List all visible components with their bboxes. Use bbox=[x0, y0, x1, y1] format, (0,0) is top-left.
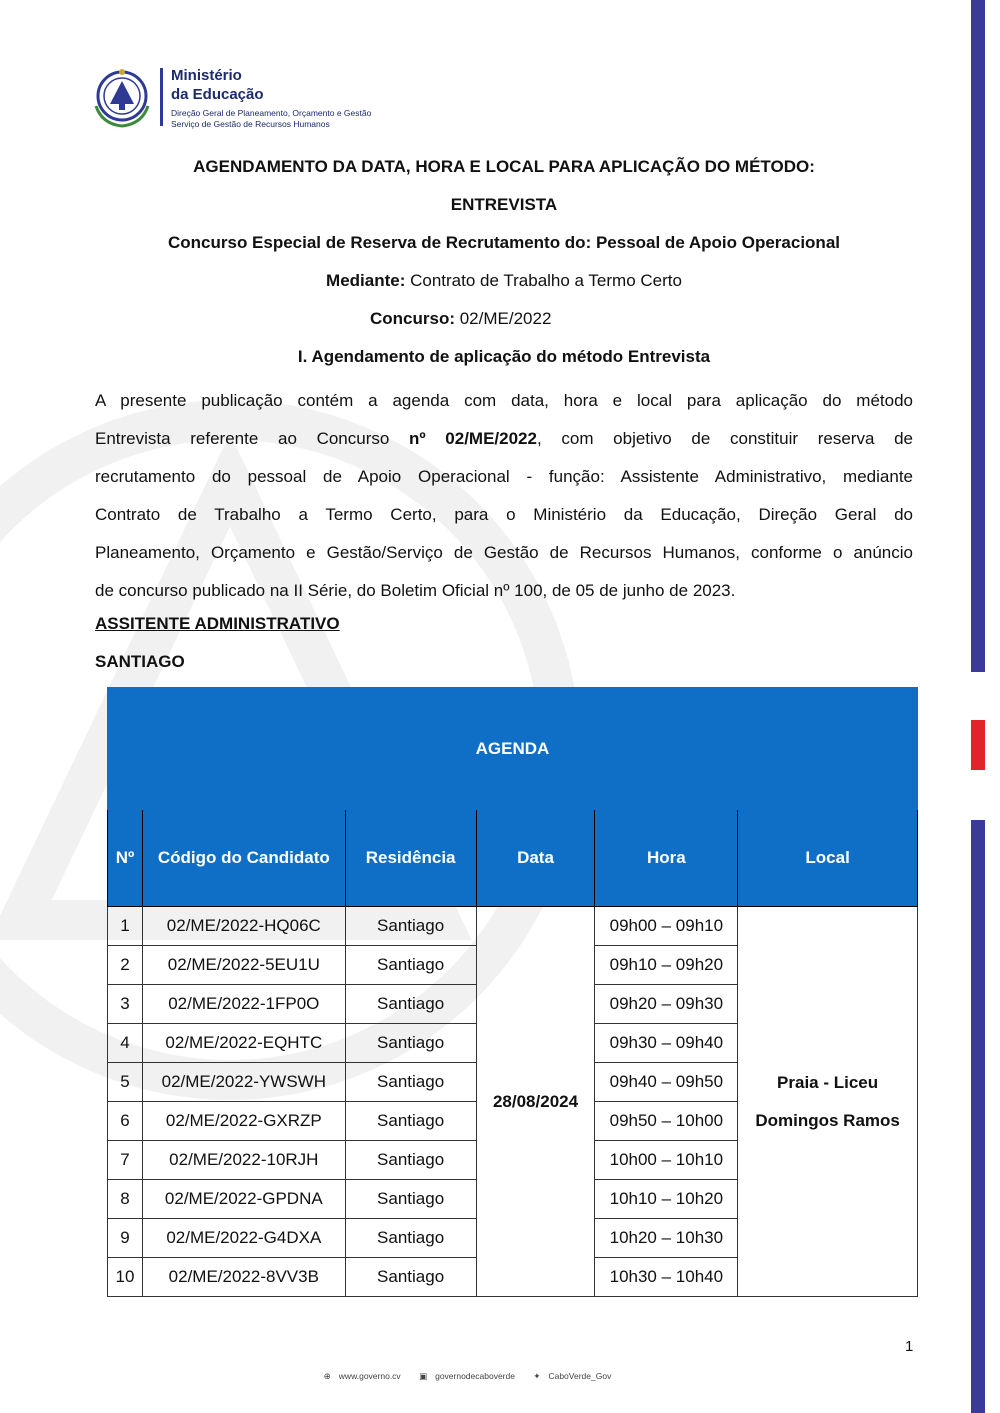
side-bar-blue-bottom bbox=[971, 820, 985, 1413]
twitter-icon: ✦ bbox=[533, 1371, 541, 1381]
contest-title: Concurso Especial de Reserva de Recrutamento do: Pessoal de Apoio Operacional bbox=[167, 233, 840, 252]
role-heading: ASSITENTE ADMINISTRATIVO bbox=[95, 614, 340, 633]
concurso-line bbox=[370, 309, 551, 329]
candidate-code: 02/ME/2022-10RJH bbox=[142, 1141, 345, 1180]
interview-date: 28/08/2024 bbox=[476, 907, 595, 1297]
title-line1: AGENDAMENTO DA DATA, HORA E LOCAL PARA APLICAÇÃO DO MÉTODO: bbox=[193, 157, 815, 176]
col-time-header: Hora bbox=[595, 810, 738, 907]
mediante-value: Contrato de Trabalho a Termo Certo bbox=[405, 271, 682, 290]
facebook-icon: ▣ bbox=[419, 1371, 428, 1381]
concurso-label: Concurso: bbox=[370, 309, 455, 328]
residence: Santiago bbox=[345, 1180, 476, 1219]
ministry-name-line1: Ministério bbox=[171, 67, 242, 84]
footer-twitter[interactable]: ✦ CaboVerde_Gov bbox=[533, 1371, 612, 1381]
island-heading: SANTIAGO bbox=[95, 652, 185, 671]
residence: Santiago bbox=[345, 1102, 476, 1141]
row-number: 1 bbox=[108, 907, 143, 946]
residence: Santiago bbox=[345, 1063, 476, 1102]
page-number: 1 bbox=[905, 1338, 914, 1355]
interview-time: 09h40 – 09h50 bbox=[595, 1063, 738, 1102]
interview-time: 09h50 – 10h00 bbox=[595, 1102, 738, 1141]
interview-time: 10h20 – 10h30 bbox=[595, 1219, 738, 1258]
side-bar-blue-top bbox=[971, 0, 985, 672]
row-number: 3 bbox=[108, 985, 143, 1024]
col-code-header: Código do Candidato bbox=[142, 810, 345, 907]
col-date-header: Data bbox=[476, 810, 595, 907]
cape-verde-emblem-icon bbox=[88, 64, 156, 132]
row-number: 7 bbox=[108, 1141, 143, 1180]
residence: Santiago bbox=[345, 907, 476, 946]
row-number: 4 bbox=[108, 1024, 143, 1063]
candidate-code: 02/ME/2022-8VV3B bbox=[142, 1258, 345, 1297]
row-number: 6 bbox=[108, 1102, 143, 1141]
ministry-name-line2: da Educação bbox=[171, 86, 264, 103]
paragraph-line: recrutamento do pessoal de Apoio Operacional - função: Assistente Administrativo, mediante bbox=[95, 467, 913, 486]
concurso-value: 02/ME/2022 bbox=[455, 309, 552, 328]
paragraph-text: Entrevista referente ao Concurso bbox=[95, 429, 410, 448]
candidate-code: 02/ME/2022-GXRZP bbox=[142, 1102, 345, 1141]
location-line2: Domingos Ramos bbox=[755, 1110, 900, 1130]
interview-time: 10h30 – 10h40 bbox=[595, 1258, 738, 1297]
candidate-code: 02/ME/2022-YWSWH bbox=[142, 1063, 345, 1102]
candidate-code: 02/ME/2022-5EU1U bbox=[142, 946, 345, 985]
ministry-logo bbox=[88, 64, 388, 134]
mediante-line bbox=[95, 271, 913, 291]
row-number: 10 bbox=[108, 1258, 143, 1297]
row-number: 2 bbox=[108, 946, 143, 985]
interview-time: 10h10 – 10h20 bbox=[595, 1180, 738, 1219]
footer bbox=[0, 1371, 935, 1382]
side-bar-red bbox=[971, 720, 985, 770]
location-line1: Praia - Liceu bbox=[777, 1072, 879, 1092]
interview-time: 09h30 – 09h40 bbox=[595, 1024, 738, 1063]
footer-website[interactable]: ⊕ www.governo.cv bbox=[323, 1371, 401, 1381]
col-number-header: Nº bbox=[108, 810, 143, 907]
service-name: Serviço de Gestão de Recursos Humanos bbox=[171, 119, 330, 129]
interview-time: 10h00 – 10h10 bbox=[595, 1141, 738, 1180]
title-line2: ENTREVISTA bbox=[450, 195, 558, 214]
paragraph-line: Contrato de Trabalho a Termo Certo, para o Ministério da Educação, Direção Geral do bbox=[95, 505, 913, 524]
agenda-header: AGENDA bbox=[108, 688, 918, 810]
logo-divider bbox=[160, 68, 163, 126]
col-local-header: Local bbox=[738, 810, 918, 907]
candidate-code: 02/ME/2022-G4DXA bbox=[142, 1219, 345, 1258]
interview-time: 09h10 – 09h20 bbox=[595, 946, 738, 985]
contest-number: nº 02/ME/2022 bbox=[409, 429, 537, 448]
residence: Santiago bbox=[345, 1141, 476, 1180]
col-residence-header: Residência bbox=[345, 810, 476, 907]
candidate-code: 02/ME/2022-HQ06C bbox=[142, 907, 345, 946]
mediante-label: Mediante: bbox=[326, 271, 406, 290]
paragraph-text: , com objetivo de constituir reserva de bbox=[536, 429, 913, 448]
globe-icon: ⊕ bbox=[323, 1371, 331, 1381]
residence: Santiago bbox=[345, 1258, 476, 1297]
interview-location bbox=[738, 907, 918, 1297]
paragraph-line: Planeamento, Orçamento e Gestão/Serviço de Gestão de Recursos Humanos, conforme o anúncio bbox=[95, 543, 913, 562]
section-heading: I. Agendamento de aplicação do método Entrevista bbox=[297, 347, 711, 366]
direction-name: Direção Geral de Planeamento, Orçamento e Gestão bbox=[171, 108, 372, 118]
row-number: 9 bbox=[108, 1219, 143, 1258]
paragraph-line bbox=[95, 420, 913, 458]
interview-time: 09h20 – 09h30 bbox=[595, 985, 738, 1024]
interview-time: 09h00 – 09h10 bbox=[595, 907, 738, 946]
agenda-table bbox=[107, 687, 918, 1297]
paragraph-line: A presente publicação contém a agenda com data, hora e local para aplicação do método bbox=[95, 391, 913, 410]
table-row bbox=[108, 907, 918, 946]
candidate-code: 02/ME/2022-GPDNA bbox=[142, 1180, 345, 1219]
candidate-code: 02/ME/2022-EQHTC bbox=[142, 1024, 345, 1063]
residence: Santiago bbox=[345, 946, 476, 985]
paragraph-line: de concurso publicado na II Série, do Boletim Oficial nº 100, de 05 de junho de 2023. bbox=[95, 581, 736, 600]
residence: Santiago bbox=[345, 985, 476, 1024]
row-number: 5 bbox=[108, 1063, 143, 1102]
candidate-code: 02/ME/2022-1FP0O bbox=[142, 985, 345, 1024]
footer-facebook[interactable]: ▣ governodecaboverde bbox=[419, 1371, 515, 1381]
row-number: 8 bbox=[108, 1180, 143, 1219]
residence: Santiago bbox=[345, 1024, 476, 1063]
residence: Santiago bbox=[345, 1219, 476, 1258]
intro-paragraph bbox=[95, 382, 913, 610]
